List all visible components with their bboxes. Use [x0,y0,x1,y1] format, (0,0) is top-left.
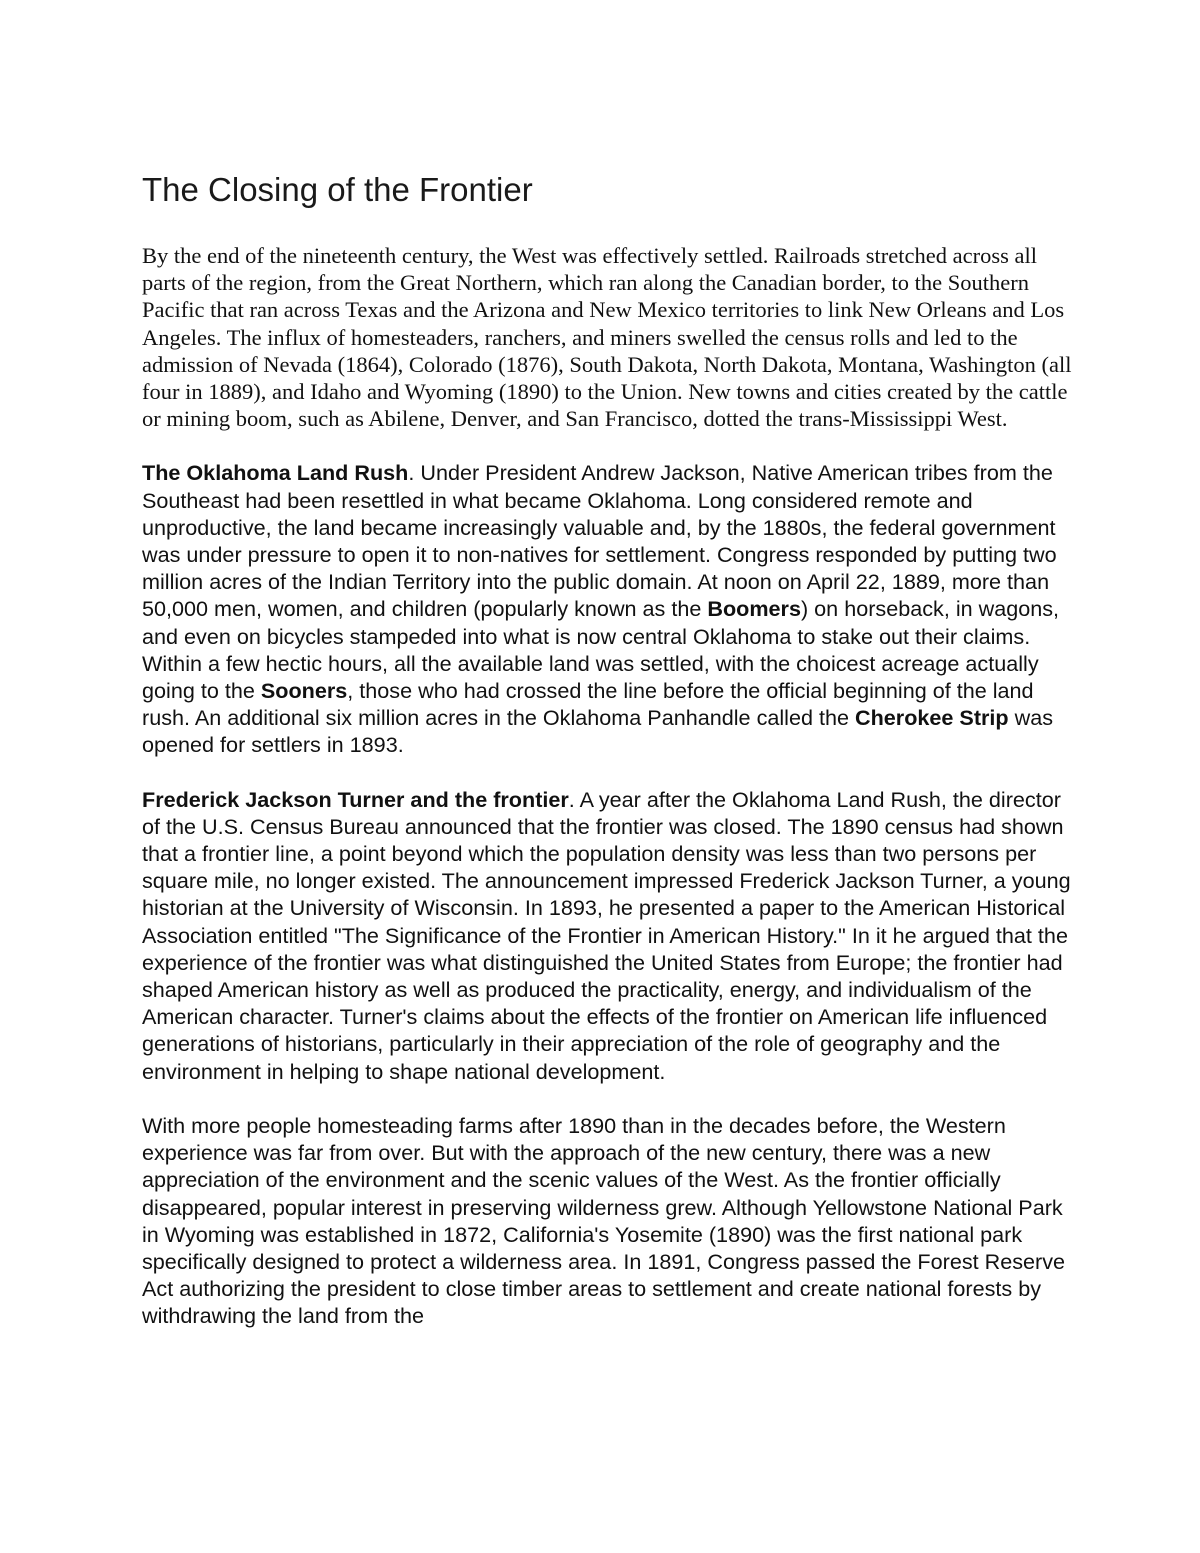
intro-text: By the end of the nineteenth century, the West was effectively settled. Railroads stretched across all parts of the region, from the Great Northern, which ran along the Canadian border, to the Southern Pacific that ran across Texas and the Arizona and New Mexico territories to link New Orleans and Los Angeles. The influx of homesteaders, ranchers, and miners swelled the census rolls and led to the admission of Nevada (1864), Colorado (1876), South Dakota, North Dakota, Montana, Washington (all four in 1889), and Idaho and Wyoming (1890) to the Union. New towns and cities created by the cattle or mining boom, such as Abilene, Denver, and San Francisco, dotted the trans-Mississippi West. [142,243,1072,432]
oklahoma-text-1: . Under President Andrew Jackson, Native American tribes from the Southeast had been resettled in what became Oklahoma. Long considered remote and unproductive, the land became increasingly valuable and, by the 1880s, the federal government was under pressure to open it to non-natives for settlement. Congress responded by putting two million acres of the Indian Territory into the public domain. At noon on April 22, 1889, more than 50,000 men, women, and children (popularly known as the [142,460,1057,622]
turner-paragraph [142,786,1082,1085]
term-boomers: Boomers [707,596,801,622]
conservation-paragraph [142,1112,1082,1330]
conservation-text: With more people homesteading farms after 1890 than in the decades before, the Western experience was far from over. But with the approach of the new century, there was a new appreciation of the environment and the scenic values of the West. As the frontier officially disappeared, popular interest in preserving wilderness grew. Although Yellowstone National Park in Wyoming was established in 1872, California's Yosemite (1890) was the first national park specifically designed to protect a wilderness area. In 1891, Congress passed the Forest Reserve Act authorizing the president to close timber areas to settlement and create national forests by withdrawing the land from the [142,1112,1066,1329]
oklahoma-paragraph [142,459,1082,758]
term-cherokee-strip: Cherokee Strip [855,705,1009,731]
term-sooners: Sooners [260,678,348,704]
oklahoma-text-4: was opened for settlers in 1893. [142,705,1054,758]
oklahoma-text-3: , those who had crossed the line before the official beginning of the land rush. An additional six million acres in the Oklahoma Panhandle called the [142,678,1034,731]
document-page [142,168,1082,1357]
turner-heading: Frederick Jackson Turner and the frontier [142,786,569,812]
intro-paragraph [142,242,1082,432]
oklahoma-heading: The Oklahoma Land Rush [142,460,409,486]
page-title: The Closing of the Frontier [142,171,533,208]
oklahoma-text-2: ) on horseback, in wagons, and even on bicycles stampeded into what is now central Oklahoma to stake out their claims. Within a few hectic hours, all the available land was settled, with the choicest acreage actually going to the [142,596,1060,704]
turner-text: . A year after the Oklahoma Land Rush, the director of the U.S. Census Bureau announced that the frontier was closed. The 1890 census had shown that a frontier line, a point beyond which the population density was less than two persons per square mile, no longer existed. The announcement impressed Frederick Jackson Turner, a young historian at the University of Wisconsin. In 1893, he presented a paper to the American Historical Association entitled "The Significance of the Frontier in American History." In it he argued that the experience of the frontier was what distinguished the United States from Europe; the frontier had shaped American history as well as produced the practicality, energy, and individualism of the American character. Turner's claims about the effects of the frontier on American life influenced generations of historians, particularly in their appreciation of the role of geography and the environment in helping to shape national development. [142,786,1071,1084]
